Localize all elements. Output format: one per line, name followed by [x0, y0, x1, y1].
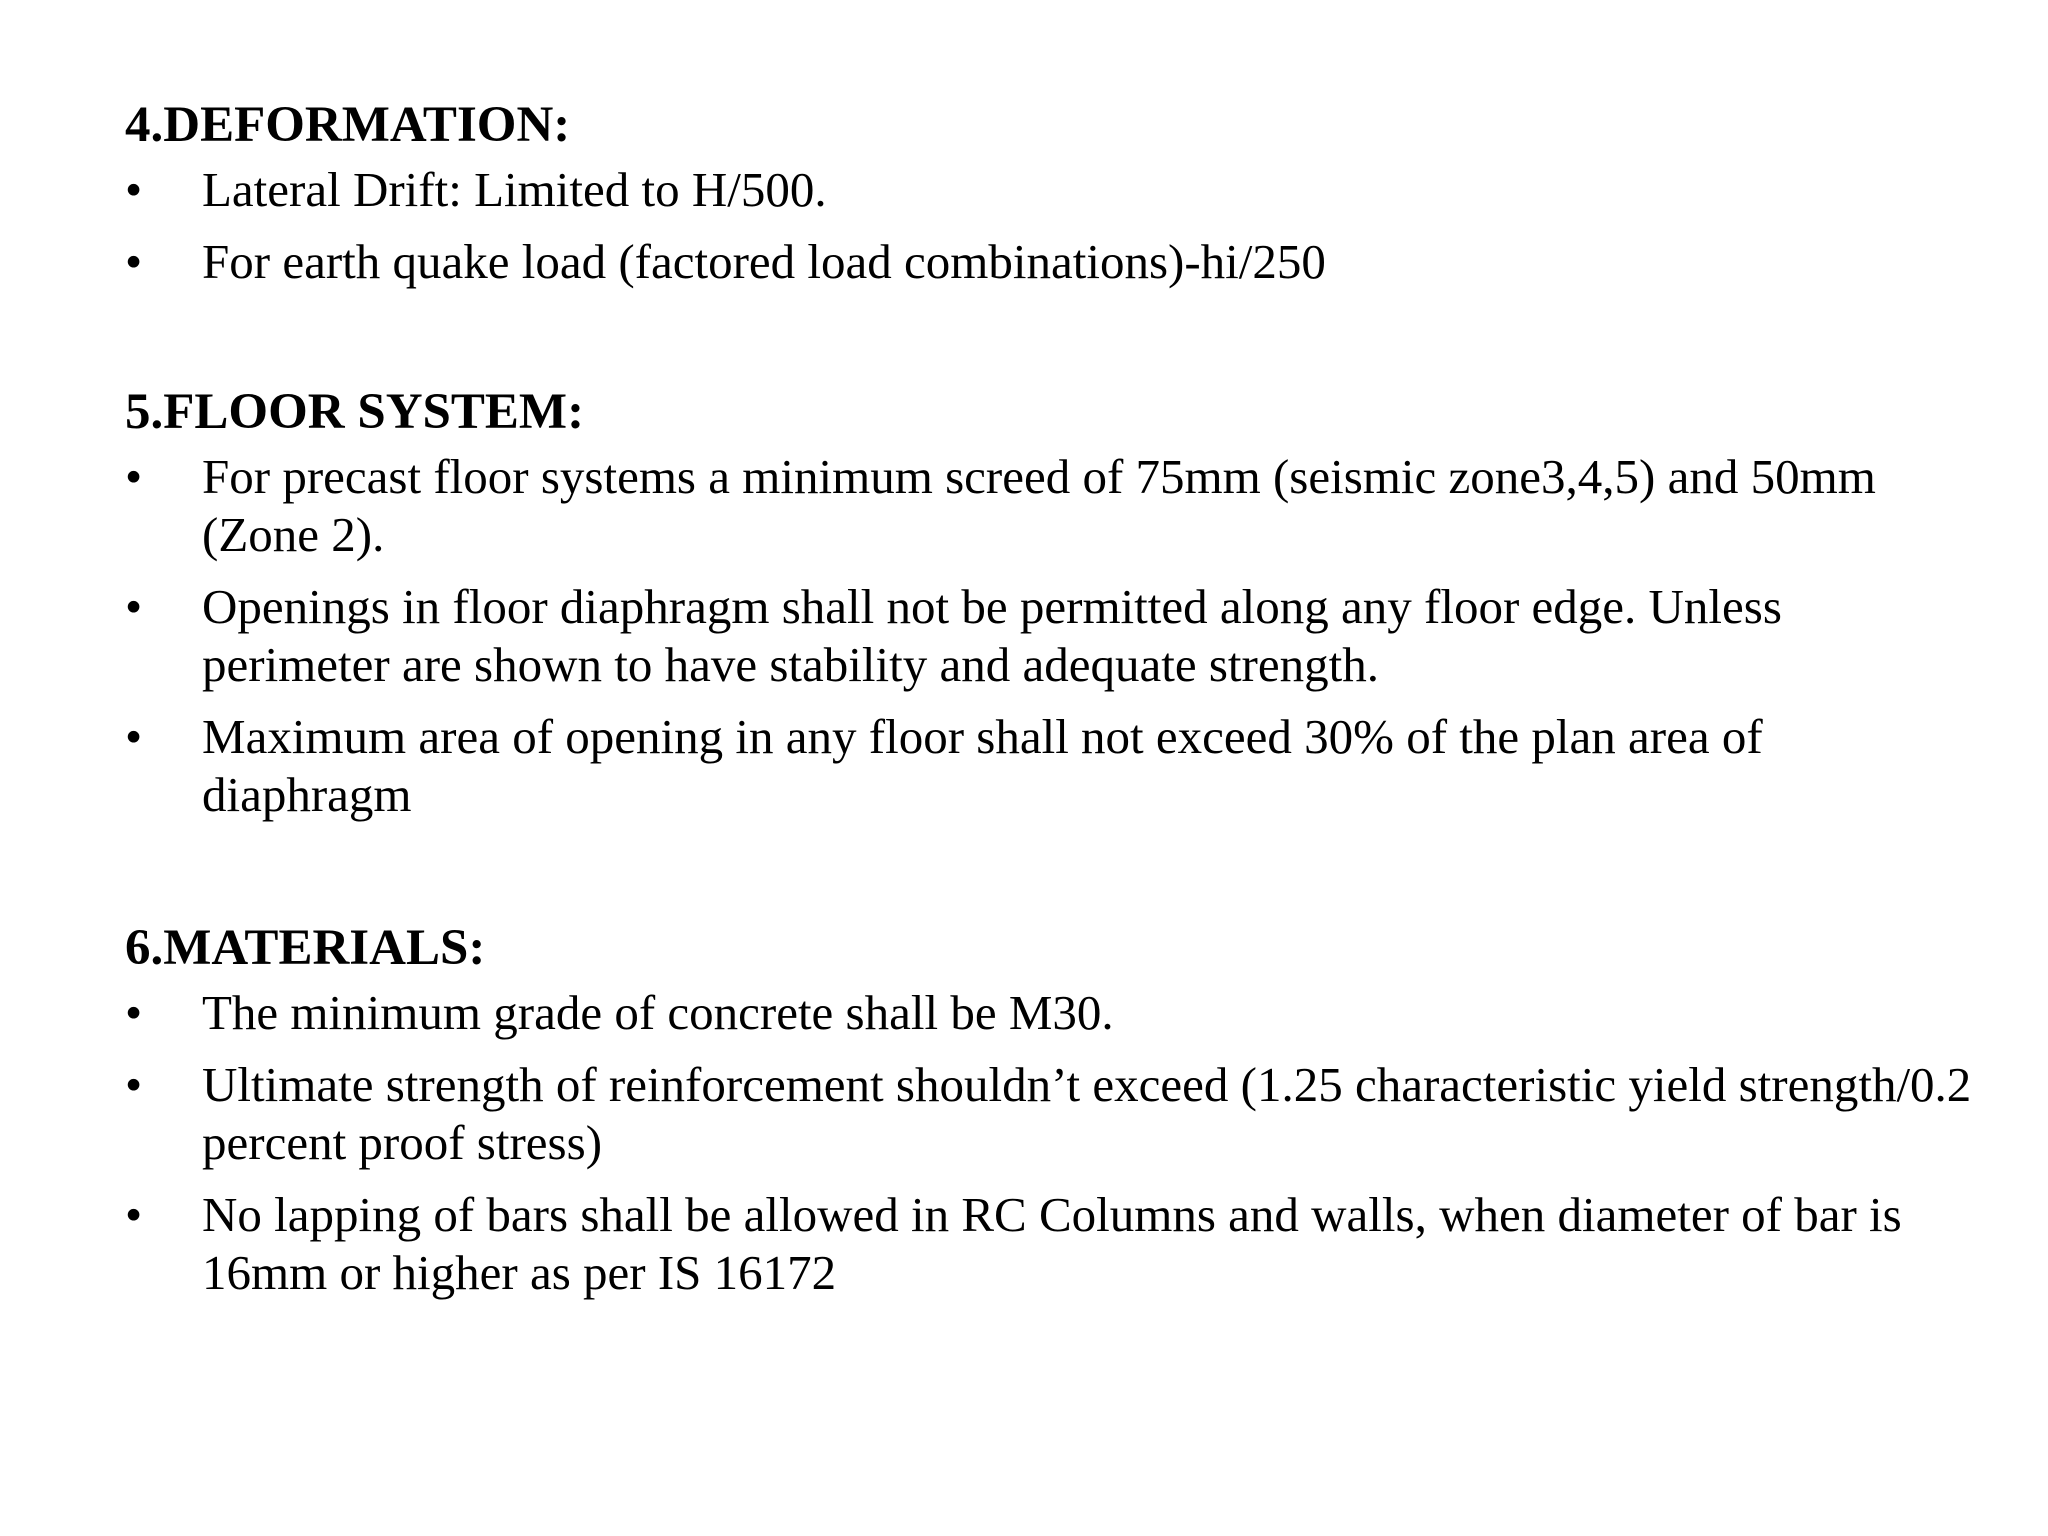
list-item-text: Maximum area of opening in any floor shall not exceed 30% of the plan area of diaphragm — [202, 709, 1763, 822]
bullet-icon: • — [125, 449, 143, 504]
list-item — [125, 984, 1975, 1042]
section-heading: 4.DEFORMATION: — [125, 97, 571, 153]
list-item — [125, 578, 1975, 694]
list-item — [125, 233, 1975, 291]
list-item-text: The minimum grade of concrete shall be M30. — [202, 985, 1114, 1040]
bullet-icon: • — [125, 162, 143, 217]
section-heading: 5.FLOOR SYSTEM: — [125, 384, 585, 440]
bullet-list — [125, 984, 1975, 1302]
bullet-icon: • — [125, 1057, 143, 1112]
bullet-icon: • — [125, 709, 143, 764]
list-item — [125, 448, 1975, 564]
list-item — [125, 1056, 1975, 1172]
list-item-text: For earth quake load (factored load combinations)-hi/250 — [202, 234, 1326, 289]
list-item-text: For precast floor systems a minimum screed of 75mm (seismic zone3,4,5) and 50mm (Zone 2). — [202, 449, 1876, 562]
section-materials — [125, 918, 1975, 1316]
list-item-text: Lateral Drift: Limited to H/500. — [202, 162, 827, 217]
section-heading: 6.MATERIALS: — [125, 920, 486, 976]
list-item — [125, 708, 1975, 824]
bullet-list — [125, 161, 1975, 291]
bullet-icon: • — [125, 1187, 143, 1242]
section-floor-system — [125, 382, 1975, 838]
list-item-text: Ultimate strength of reinforcement shouldn’t exceed (1.25 characteristic yield strength/0.2 percent proof stress) — [202, 1057, 1972, 1170]
bullet-icon: • — [125, 234, 143, 289]
bullet-icon: • — [125, 579, 143, 634]
bullet-list — [125, 448, 1975, 824]
section-deformation — [125, 95, 1975, 305]
list-item — [125, 1186, 1975, 1302]
list-item-text: No lapping of bars shall be allowed in RC Columns and walls, when diameter of bar is 16mm or higher as per IS 16172 — [202, 1187, 1902, 1300]
bullet-icon: • — [125, 985, 143, 1040]
list-item — [125, 161, 1975, 219]
list-item-text: Openings in floor diaphragm shall not be permitted along any floor edge. Unless perimeter are shown to have stability and adequate strength. — [202, 579, 1782, 692]
